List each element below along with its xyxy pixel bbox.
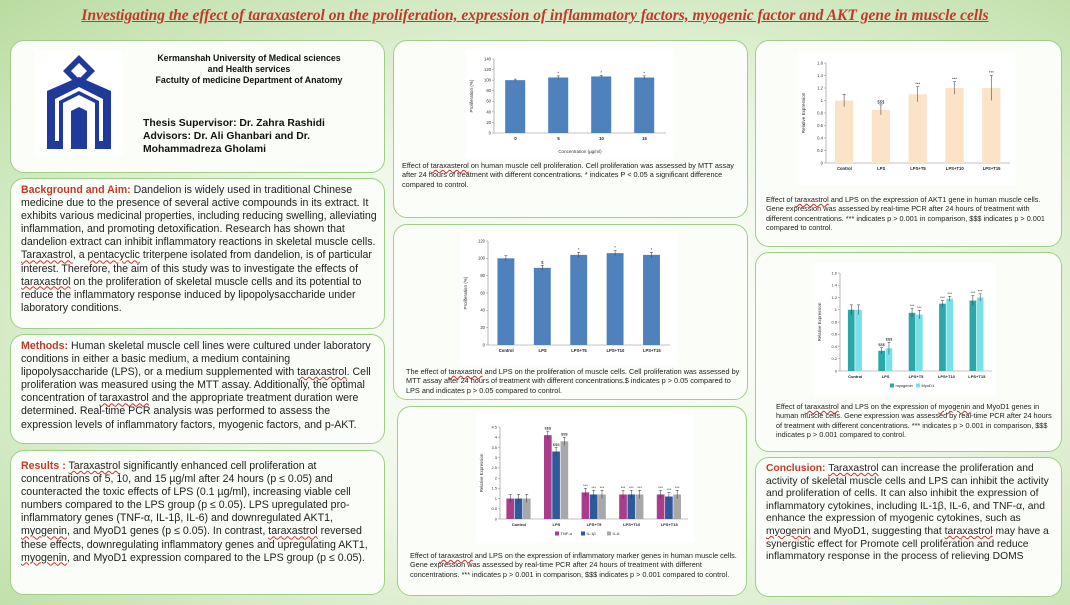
significance-label: * <box>614 245 616 251</box>
x-tick-label: LPS+T15 <box>660 522 678 527</box>
y-tick-label: 0 <box>834 368 837 374</box>
significance-label: * <box>650 246 653 252</box>
y-tick-label: 0.2 <box>817 147 823 153</box>
bar <box>561 441 569 519</box>
x-tick-label: LPS <box>877 166 886 172</box>
x-tick-label: LPS+T10 <box>945 166 964 172</box>
y-tick-label: 120 <box>478 238 485 244</box>
x-tick-label: LPS+T15 <box>968 374 986 379</box>
y-tick-label: 100 <box>484 77 491 83</box>
supervisor-advisors <box>143 117 373 156</box>
y-tick-label: 0 <box>494 516 497 522</box>
significance-label: $$$ <box>885 336 893 342</box>
significance-label: *** <box>637 484 642 490</box>
bar <box>591 76 611 133</box>
significance-label: *** <box>674 484 680 490</box>
results-text: Results : Taraxastrol significantly enhanced cell proliferation at concentrations of 5, 10, and 15 µg/ml after 24 hours (p ≤ 0.05) and counteracted the toxic effects of LPS (0.1 µg/ml), increasing viable cell numbers compared to the LPS group (p ≤ 0.05). LPS upregulated pro-inflammatory genes (TNF-α, IL-1β, IL-6) and downregulated AKT1, myogenin, and MyoD1 genes (p ≤ 0.05). In contrast, taraxastrol reversed these effects, downregulating inflammatory genes and upregulating AKT1, myogenin, and MyoD1 expression compared to the LPS group (p ≤ 0.05). <box>21 460 368 564</box>
bar <box>607 253 624 345</box>
figure3-chart <box>476 413 694 543</box>
university-line1: Kermanshah University of Medical sciences <box>157 53 341 63</box>
significance-label: *** <box>940 295 945 301</box>
significance-label: *** <box>988 70 994 75</box>
advisors-line2: Mohammadreza Gholami <box>143 144 266 155</box>
x-tick-label: LPS <box>552 522 561 527</box>
figure4-caption: Effect of taraxastrol and LPS on the expression of AKT1 gene in human muscle cells. Gene expression was assessed by real-time PCR after 24 hours of treatment with different concentrations. *** indicates p > 0.001 in comparison, $$$ indicates p > 0.001 compared to control. <box>766 195 1045 232</box>
significance-label: * <box>643 70 646 76</box>
significance-label: *** <box>583 482 588 488</box>
significance-label: *** <box>599 484 605 490</box>
significance-label: *** <box>915 81 921 87</box>
bar <box>855 310 862 371</box>
y-tick-label: 80 <box>480 273 485 279</box>
bar <box>872 110 890 163</box>
y-tick-label: 40 <box>480 307 485 313</box>
y-tick-label: 1.6 <box>817 60 823 66</box>
results-label: Results : <box>21 460 66 472</box>
significance-label: * <box>577 246 580 252</box>
x-tick-label: LPS+T10 <box>937 374 955 379</box>
bar <box>643 255 660 345</box>
figure4-chart <box>798 53 1016 185</box>
y-tick-label: 40 <box>486 109 491 115</box>
figure2-box <box>393 224 748 400</box>
figure5-caption: Effect of taraxastrol and LPS on the expression of myogenin and MyoD1 genes in human muscle cells. Gene expression was assessed by real-time PCR after 24 hours of treatment with different concentrations. *** indicates p > 0.001 in comparison, $$$ indicates p > 0.001 compared to control. <box>776 402 1052 439</box>
y-axis-label: Relative Expression <box>817 302 822 342</box>
legend-swatch <box>555 532 559 536</box>
y-tick-label: 0.5 <box>491 506 497 512</box>
figure1-box <box>393 40 748 218</box>
significance-label: $$$ <box>544 425 552 431</box>
legend-label: IL-1β <box>586 531 596 536</box>
thesis-supervisor: Thesis Supervisor: Dr. Zahra Rashidi <box>143 118 325 129</box>
y-tick-label: 1.2 <box>817 85 823 91</box>
significance-label: *** <box>628 484 634 490</box>
significance-label: $$$ <box>878 342 885 348</box>
methods-label: Methods: <box>21 340 69 352</box>
y-tick-label: 0.2 <box>831 356 837 362</box>
figure4-box <box>755 40 1062 247</box>
university-line2: and Health services <box>207 64 291 74</box>
university-logo-icon <box>35 51 123 155</box>
x-axis-label: Concentration (µg/ml) <box>558 149 602 154</box>
bar <box>977 298 984 372</box>
x-tick-label: LPS <box>538 348 547 354</box>
y-axis-label: Relative Expression <box>801 92 806 134</box>
significance-label: $$$ <box>552 441 560 447</box>
y-tick-label: 120 <box>484 66 491 72</box>
figure1-chart <box>466 49 674 159</box>
x-tick-label: Control <box>498 348 514 354</box>
y-tick-label: 1.4 <box>831 282 837 288</box>
bar <box>548 78 568 134</box>
bar <box>570 255 587 345</box>
methods-box <box>10 334 385 444</box>
x-tick-label: Control <box>848 374 863 379</box>
significance-label: *** <box>658 484 663 490</box>
significance-label: *** <box>947 290 953 296</box>
figure5-box <box>755 252 1062 452</box>
figure3-caption: Effect of taraxastrol and LPS on the expression of inflammatory marker genes in human muscle cells. Gene expression was assessed by real-time PCR after 24 hours of treatment with different concentrations. *** indicates p > 0.001 in comparison, $$$ indicates p > 0.001 compared to control. <box>410 551 737 579</box>
x-tick-label: LPS <box>881 374 890 379</box>
significance-label: *** <box>620 484 626 490</box>
bar <box>939 304 946 371</box>
y-tick-label: 60 <box>486 98 491 104</box>
poster-title: Investigating the effect of taraxasterol on the proliferation, expression of inflammatory factors, myogenic factor and AKT gene in muscle cells <box>81 7 989 24</box>
university-name <box>129 53 369 86</box>
x-tick-label: LPS+T10 <box>623 522 641 527</box>
y-tick-label: 3 <box>494 455 497 460</box>
y-tick-label: 1 <box>820 97 823 103</box>
figure2-caption: The effect of taraxastrol and LPS on the proliferation of muscle cells. Cell proliferation was assessed by MTT assay after 24 hours of treatment with different concentrations.$ indicates p > 0.05 compared to LPS and indicates p > 0.05 compared to control. <box>406 367 740 395</box>
significance-label: *** <box>666 486 672 492</box>
x-tick-label: LPS+T5 <box>571 348 587 354</box>
bar <box>945 88 963 163</box>
bar <box>534 268 551 345</box>
y-tick-label: 1 <box>834 307 837 313</box>
results-box <box>10 450 385 595</box>
y-tick-label: 20 <box>486 119 491 125</box>
y-tick-label: 1.2 <box>831 294 837 300</box>
y-tick-label: 0.6 <box>831 331 837 337</box>
bar <box>970 301 977 371</box>
y-tick-label: 0.8 <box>831 319 837 325</box>
y-tick-label: 0.4 <box>831 343 837 349</box>
bar <box>497 258 514 345</box>
significance-label: *** <box>952 76 957 82</box>
y-tick-label: 2 <box>494 475 497 481</box>
y-axis-label: Proliferation (%) <box>469 79 474 113</box>
bar <box>909 313 916 371</box>
significance-label: $$$ <box>561 431 568 437</box>
x-tick-label: LPS+T5 <box>908 374 924 379</box>
y-tick-label: 0 <box>482 342 485 348</box>
y-tick-label: 80 <box>486 88 491 94</box>
legend-swatch <box>607 532 611 536</box>
bar <box>552 452 560 519</box>
x-tick-label: 0 <box>514 136 517 142</box>
legend-label: myogenin <box>895 383 913 388</box>
conclusion-text: Conclusion: Taraxastrol can increase the proliferation and activity of skeletal muscle cells and LPS can inhibit the activity and proliferation of cells. It can also inhibit the expression of inflammatory cytokines, including IL-1β, IL-6, and TNF-α, and enhance the expression of myogenic cytokines, such as myogenin and MyoD1, suggesting that taraxastrol may have a synergistic effect for Promote cell proliferation and reduce inflammatory response in the process of relieving DOMS <box>766 463 1049 563</box>
y-tick-label: 1.6 <box>831 270 837 276</box>
y-axis-label: Proliferation (%) <box>463 276 468 310</box>
y-tick-label: 4.5 <box>491 424 497 430</box>
y-tick-label: 0.6 <box>817 122 823 128</box>
significance-label: *** <box>977 288 983 294</box>
y-axis-label: Relative Expression <box>479 453 484 493</box>
significance-label: *** <box>970 290 976 296</box>
y-tick-label: 1.4 <box>817 72 823 78</box>
bar <box>916 315 923 371</box>
legend-swatch <box>890 384 894 388</box>
x-tick-label: LPS+T5 <box>910 166 926 172</box>
significance-label: $$$ <box>877 99 885 105</box>
university-line3: Factulty of medicine Department of Anatomy <box>155 75 343 85</box>
y-tick-label: 2.5 <box>491 465 497 471</box>
y-tick-label: 0 <box>820 160 823 166</box>
legend-label: TNF-α <box>560 531 572 536</box>
significance-label: *** <box>591 484 597 490</box>
legend-swatch <box>581 532 585 536</box>
university-logo <box>35 51 123 155</box>
conclusion-label: Conclusion: <box>766 463 826 474</box>
y-tick-label: 4 <box>494 434 497 440</box>
significance-label: * <box>557 70 560 76</box>
figure2-chart <box>460 231 678 365</box>
figure1-caption: Effect of taraxasterol on human muscle cell proliferation. Cell proliferation was assessed by MTT assay after 24 hours of treatment with different concentrations. * indicates P < 0.05 a significant difference compared to control. <box>402 161 734 189</box>
x-tick-label: LPS+T10 <box>606 348 625 354</box>
bar <box>848 310 855 371</box>
background-text: Background and Aim: Dandelion is widely used in traditional Chinese medicine due to the presence of several active compounds in its extract. It exhibits various medicinal properties, including reducing swelling, alleviating inflammation, and promoting detoxification. Research has shown that dandelion extract can inhibit inflammatory reactions in skeletal muscle cells. Taraxastrol, a pentacyclic triterpene isolated from dandelion, is of particular interest. Therefore, the aim of this study was to investigate the effects of taraxastrol on the proliferation of skeletal muscle cells and its potential to reduce the inflammatory response induced by lipopolysaccharide under laboratory conditions. <box>21 184 377 314</box>
x-tick-label: 15 <box>642 136 647 142</box>
significance-label: *** <box>909 303 915 309</box>
y-tick-label: 140 <box>484 56 491 62</box>
x-tick-label: Control <box>836 166 852 172</box>
y-tick-label: 20 <box>480 325 485 331</box>
y-tick-label: 100 <box>478 255 485 261</box>
conclusion-box <box>755 457 1062 597</box>
legend-label: IL-6 <box>612 531 620 536</box>
bar <box>909 94 927 163</box>
y-tick-label: 1 <box>494 495 497 501</box>
affiliation-box <box>10 40 385 173</box>
x-tick-label: LPS+T15 <box>982 166 1001 172</box>
y-tick-label: 3.5 <box>491 444 497 450</box>
bar <box>634 78 654 134</box>
significance-label: * <box>600 69 603 75</box>
methods-text: Methods: Human skeletal muscle cell lines were cultured under laboratory conditions in either a basic medium, a medium containing lipopolysaccharide (LPS), or a medium supplemented with taraxastrol. Cell proliferation was measured using the MTT assay. Additionally, the optimal concentration of taraxastrol and the appropriate treatment duration were determined. Real-time PCR analysis was performed to assess the expression levels of inflammatory factors, myogenic factors, and p-AKT. <box>21 340 371 431</box>
y-tick-label: 0.8 <box>817 110 823 116</box>
y-tick-label: 0.4 <box>817 135 823 141</box>
advisors-line1: Advisors: Dr. Ali Ghanbari and Dr. <box>143 131 311 142</box>
x-tick-label: 5 <box>557 136 560 142</box>
background-label: Background and Aim: <box>21 184 131 196</box>
bar <box>835 101 853 164</box>
y-tick-label: 0 <box>488 130 491 136</box>
bar <box>505 80 525 133</box>
bar <box>544 435 552 519</box>
y-tick-label: 60 <box>480 290 485 296</box>
x-tick-label: 10 <box>599 136 604 142</box>
x-tick-label: LPS+T15 <box>642 348 661 354</box>
x-tick-label: LPS+T5 <box>586 522 602 527</box>
significance-label: $ <box>541 259 544 265</box>
y-tick-label: 1.5 <box>491 485 497 491</box>
legend-swatch <box>916 384 920 388</box>
figure5-chart <box>814 263 996 395</box>
background-box <box>10 178 385 329</box>
bar <box>946 299 953 371</box>
significance-label: *** <box>917 304 922 310</box>
legend-label: MyoD1 <box>921 383 935 388</box>
figure3-box <box>397 406 747 596</box>
x-tick-label: Control <box>511 522 526 527</box>
